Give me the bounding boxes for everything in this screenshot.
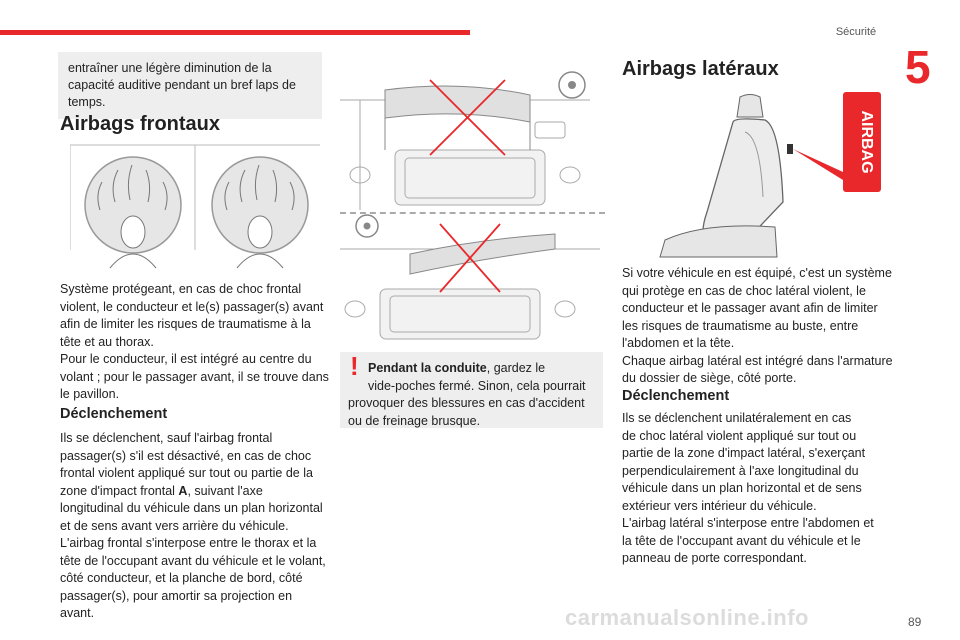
trigger-line: partie de la zone d'impact latéral, s'exerçant: [622, 446, 866, 460]
trigger-text-para2: L'airbag frontal s'interpose entre le thorax et la tête de l'occupant avant du véhicule et le volant, côté conducteur, et la planche de bord, côté passager(s), pour amortir sa projection en avant.: [60, 536, 326, 620]
frontal-trigger-text: [60, 430, 328, 623]
trigger-line: L'airbag latéral s'interpose entre l'abdomen et: [622, 516, 874, 530]
trigger-line: panneau de porte correspondant.: [622, 551, 807, 565]
desc-line: violent, le conducteur et le(s) passager(s) avant: [60, 299, 324, 314]
warning-icon: !: [350, 351, 359, 381]
trigger-text-post: , suivant l'axe longitudinal du véhicule dans un plan horizontal et de sens avant vers arrière du véhicule.: [60, 483, 323, 533]
warning-line2: vide-poches fermé. Sinon, cela pourrait: [368, 378, 586, 393]
watermark: carmanualsonline.info: [565, 605, 809, 630]
trigger-line: de choc latéral violent appliqué sur tout ou: [622, 428, 857, 443]
frontal-airbag-description: [60, 281, 330, 404]
desc-line: Si votre véhicule en est équipé, c'est un système: [622, 266, 892, 280]
desc-line: Système protégeant, en cas de choc frontal: [60, 282, 302, 296]
continuation-note: [58, 52, 322, 119]
seat-icon: [660, 95, 783, 258]
side-airbag-seat-illustration: [645, 92, 885, 260]
desc-line: afin de limiter les risques de traumatisme à la: [60, 317, 311, 331]
trigger-text-pre: Ils se déclenchent, sauf l'airbag frontal passager(s) s'il est désactivé, en cas de choc frontal violent appliqué sur tout ou partie de la zone d'impact frontal: [60, 431, 313, 498]
desc-line: tête et au thorax.: [60, 334, 154, 349]
subheading-trigger-frontal: Déclenchement: [60, 406, 168, 422]
desc-line: du dossier de siège, côté porte.: [622, 371, 797, 385]
header-accent-bar: [0, 30, 470, 35]
glovebox-illustration-top: [340, 60, 605, 210]
continuation-text: entraîner une légère diminution de la capacité auditive pendant un bref laps de temps.: [68, 61, 296, 109]
page-number: 89: [908, 615, 922, 629]
glovebox-warning: [340, 352, 603, 428]
heading-side-airbags: Airbags latéraux: [622, 58, 779, 80]
desc-line: qui protège en cas de choc latéral violent, le: [622, 283, 866, 298]
trigger-line: la tête de l'occupant avant du véhicule et le: [622, 533, 861, 548]
passenger-airbag-icon: [212, 157, 308, 268]
glovebox-illustration-bottom: [340, 214, 605, 344]
trigger-line: perpendiculairement à l'axe longitudinal du: [622, 463, 859, 478]
desc-line: Pour le conducteur, il est intégré au centre du: [60, 352, 312, 366]
desc-line: l'abdomen et la tête.: [622, 336, 735, 350]
side-airbag-description: [622, 265, 894, 388]
desc-line: conducteur et le passager avant afin de limiter: [622, 301, 878, 315]
impact-zone-letter: A: [178, 483, 188, 498]
steering-wheel-icon-2: [356, 215, 378, 237]
desc-line: volant ; pour le passager avant, il se trouve dans: [60, 369, 329, 384]
trigger-line: véhicule dans un plan horizontal et de sens: [622, 481, 862, 495]
warning-bold-text: Pendant la conduite: [368, 361, 487, 375]
desc-line: Chaque airbag latéral est intégré dans l'armature: [622, 353, 893, 368]
heading-frontal-airbags: Airbags frontaux: [60, 113, 221, 135]
driver-airbag-icon: [85, 157, 181, 268]
desc-line: le pavillon.: [60, 387, 120, 401]
airbag-label-badge: [843, 92, 881, 192]
trigger-line: Ils se déclenchent unilatéralement en cas: [622, 411, 852, 425]
side-trigger-text: [622, 410, 894, 568]
airbag-label-text: AIRBAG: [858, 110, 875, 174]
steering-wheel-icon: [559, 72, 585, 98]
trigger-line: extérieur vers intérieur du véhicule.: [622, 498, 817, 513]
section-title: Sécurité: [835, 26, 877, 38]
warning-rest: provoquer des blessures en cas d'accident ou de freinage brusque.: [348, 396, 585, 428]
chapter-number: 5: [905, 41, 931, 93]
desc-line: les risques de traumatisme au buste, entre: [622, 318, 859, 333]
warning-line1: , gardez le: [486, 361, 546, 375]
frontal-airbag-illustration: [70, 140, 320, 270]
subheading-trigger-side: Déclenchement: [622, 388, 730, 404]
